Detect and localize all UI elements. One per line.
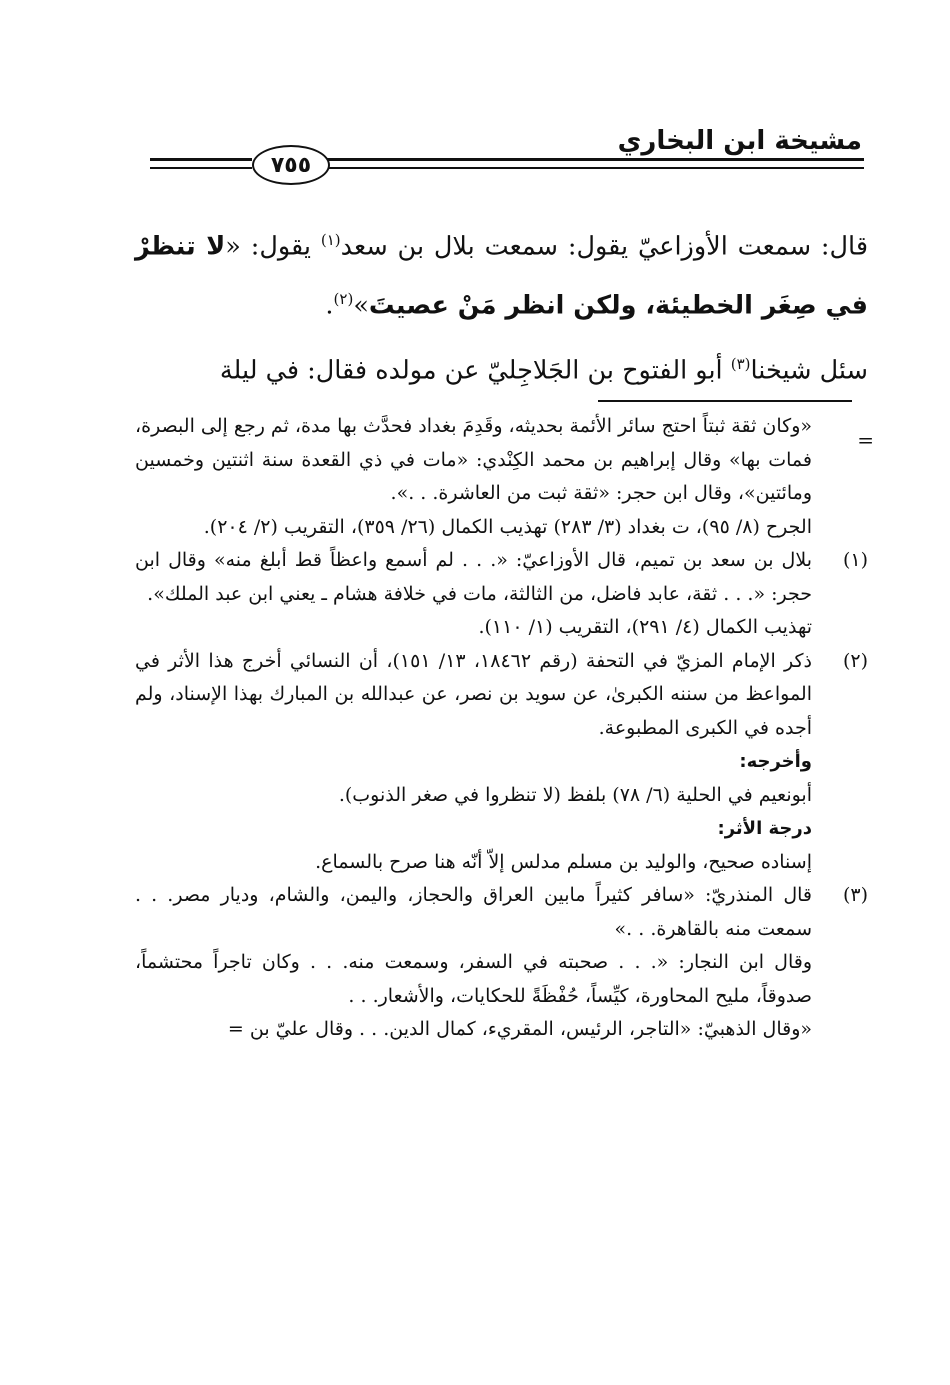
para1-quote: لا تنظرْ في صِغَر الخطيئة، ولكن انظر مَنْ عصيتَ <box>135 231 868 320</box>
para1-text-c: » <box>353 290 369 320</box>
footnote-ref-1: (١) <box>320 231 341 249</box>
header-rule-right-bottom <box>326 167 864 169</box>
footnote-1-refs: تهذيب الكمال (٤/ ٢٩١)، التقريب (١/ ١١٠). <box>478 616 812 638</box>
header-rule-left-bottom <box>150 167 252 169</box>
footnote-3-number: (٣) <box>842 884 868 906</box>
continuation-mark: = <box>857 428 874 452</box>
footnote-2-number: (٢) <box>842 649 868 672</box>
footnote-3-text-3: «وقال الذهبيّ: «التاجر، الرئيس، المقريء، كمال الدين. . . وقال عليّ بن = <box>227 1018 812 1040</box>
footnote-1-text: بلال بن سعد بن تميم، قال الأوزاعيّ: «. . . لم أسمع واعظاً قط أبلغ منه» وقال ابن حجر: «. . . ثقة، عابد فاضل، من الثالثة، مات في خلافة هشام ـ يعني ابن عبد الملك». <box>135 549 812 605</box>
footnote-2-text: ذكر الإمام المزيّ في التحفة (رقم ١٨٤٦٢، ١٣/ ١٥١)، أن النسائي أخرج هذا الأثر في المواعظ من سننه الكبرىٰ، عن سويد بن نصر، عن عبدالله بن المبارك بهذا الإسناد، ولم أجده في الكبرى المطبوعة. <box>135 649 813 739</box>
footnote-1-number: (١) <box>842 549 868 571</box>
para1-text-d: . <box>325 290 334 320</box>
running-title: مشيخة ابن البخاري <box>617 126 862 156</box>
footnote-ref-3: (٣) <box>730 355 751 373</box>
footnote-2 <box>135 645 868 880</box>
main-paragraph-2 <box>135 338 868 397</box>
continuation-text-1: «وكان ثقة ثبتاً احتج سائر الأئمة بحديثه، وقَدِمَ بغداد فحدَّث بها مدة، ثم رجع إلى البصرة، فمات بها» وقال إبراهيم بن محمد الكِنْدي: «مات في ذي القعدة سنة اثنتين وخمسين ومائتين»، وقال ابن حجر: «ثقة ثبت من العاشرة. . .». <box>135 415 812 504</box>
para2-text-a: سئل شيخنا <box>750 355 868 386</box>
header-rule-right-top <box>326 158 864 161</box>
footnote-2-text-3: إسناده صحيح، والوليد بن مسلم مدلس إلاّ أنّه هنا صرح بالسماع. <box>315 850 812 873</box>
footnotes <box>135 410 874 1047</box>
footnote-1 <box>135 544 868 645</box>
footnote-2-heading-takhrij: وأخرجه: <box>739 751 812 772</box>
footnote-separator <box>598 400 852 402</box>
main-paragraph-1 <box>135 214 868 331</box>
footnote-2-text-2: أبونعيم في الحلية (٦/ ٧٨) بلفظ (لا تنظروا في صغر الذنوب). <box>338 783 812 806</box>
header-rule-left-top <box>150 158 252 161</box>
para1-text-a: قال: سمعت الأوزاعيّ يقول: سمعت بلال بن سعد <box>340 231 869 262</box>
footnote-2-heading-grade: درجة الأثر: <box>717 818 812 839</box>
footnote-continuation <box>135 410 874 544</box>
footnote-ref-2: (٢) <box>333 289 354 308</box>
continuation-text-2: الجرح (٨/ ٩٥)، ت بغداد (٣/ ٢٨٣) تهذيب الكمال (٢٦/ ٣٥٩)، التقريب (٢/ ٢٠٤). <box>203 515 812 538</box>
para1-text-b: يقول: « <box>225 231 321 262</box>
page-number: ٧٥٥ <box>252 145 330 185</box>
footnote-3-text-2: وقال ابن النجار: «. . . صحبته في السفر، وسمعت منه. . . وكان تاجراً محتشماً، صدوقاً، مليح المحاورة، كيِّساً، حُفْظَةً للحكايات، والأشعار. . . <box>135 951 812 1007</box>
footnote-3-text: قال المنذريّ: «سافر كثيراً مابين العراق والحجاز، واليمن، والشام، وديار مصر. . . سمعت منه بالقاهرة. . .» <box>135 884 812 940</box>
footnote-3 <box>135 879 868 1047</box>
para2-text-b: أبو الفتوح بن الجَلاجِليّ عن مولده فقال: في ليلة <box>219 355 731 386</box>
